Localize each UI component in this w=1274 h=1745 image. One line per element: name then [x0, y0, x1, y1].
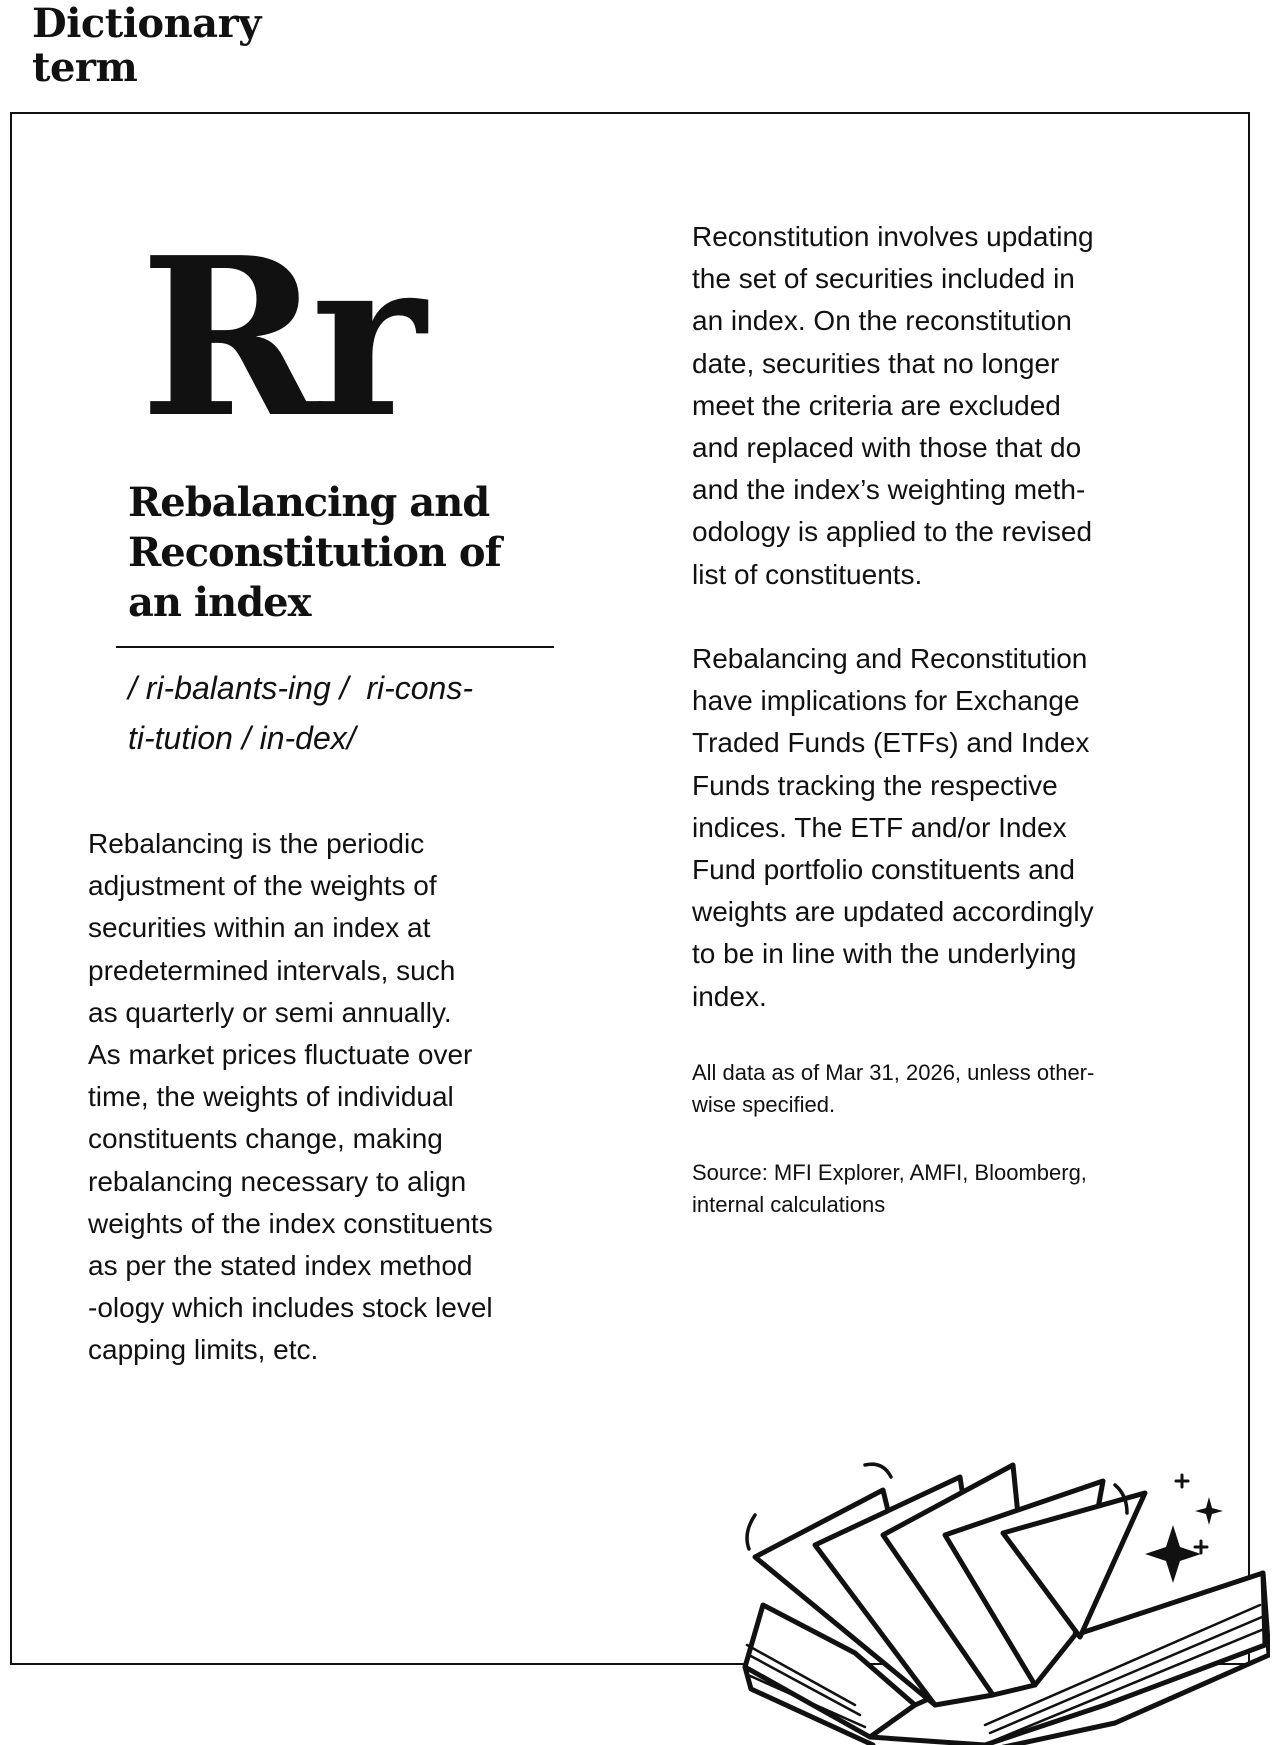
body-line: as quarterly or semi annually. [88, 996, 452, 1028]
body-line: to be in line with the underlying [692, 938, 1077, 970]
body-line: and replaced with those that do [692, 432, 1082, 464]
body-line: capping limits, etc. [88, 1334, 319, 1366]
term-title-line: Rebalancing and [128, 479, 490, 526]
body-line: Rebalancing is the periodic [88, 828, 425, 859]
body-line: Funds tracking the respective [692, 769, 1058, 801]
body-line: As market prices fluctuate over [88, 1039, 473, 1071]
term-title-line: an index [128, 579, 311, 626]
body-line: Reconstitution involves updating [692, 221, 1094, 252]
footnote-line: All data as of Mar 31, 2026, unless other- [692, 1060, 1095, 1085]
header-line-1: Dictionary [32, 0, 261, 47]
body-line: securities within an index at [88, 912, 431, 944]
page-header [32, 2, 261, 90]
etf-implications [692, 638, 1212, 1018]
body-line: adjustment of the weights of [88, 870, 437, 902]
body-line: weights of the index constituents [88, 1207, 493, 1239]
body-line: an index. On the reconstitution [692, 305, 1072, 337]
term-title-line: Reconstitution of [128, 529, 501, 576]
header-line-2: term [32, 44, 138, 91]
body-line: Rebalancing and Reconstitution [692, 643, 1088, 674]
body-line: index. [692, 980, 767, 1012]
body-line: have implications for Exchange [692, 685, 1080, 717]
body-line: meet the criteria are excluded [692, 389, 1061, 421]
pronunciation-line: / ri-balants-ing / ri-cons- [128, 670, 473, 706]
body-line: list of constituents. [692, 558, 923, 590]
body-line: weights are updated accordingly [692, 896, 1094, 928]
open-book-icon [735, 1405, 1270, 1745]
rebalancing-definition [88, 823, 608, 1372]
body-line: Traded Funds (ETFs) and Index [692, 727, 1090, 759]
term-title [128, 478, 568, 628]
source-note [692, 1157, 1212, 1221]
letter-mark: Rr [140, 210, 417, 466]
reconstitution-definition [692, 216, 1212, 596]
body-line: as per the stated index method [88, 1250, 473, 1282]
body-line: predetermined intervals, such [88, 954, 456, 986]
body-line: date, securities that no longer [692, 347, 1060, 379]
footnote-line: wise specified. [692, 1092, 836, 1117]
body-line: constituents change, making [88, 1123, 443, 1155]
body-line: odology is applied to the revised [692, 516, 1093, 548]
source-line: Source: MFI Explorer, AMFI, Bloomberg, [692, 1160, 1087, 1185]
source-line: internal calculations [692, 1192, 886, 1217]
pronunciation-line: ti-tution / in-dex/ [128, 720, 356, 756]
title-divider [116, 646, 554, 648]
body-line: and the index’s weighting meth- [692, 474, 1086, 506]
pronunciation [128, 663, 568, 763]
body-line: time, the weights of individual [88, 1081, 454, 1113]
body-line: the set of securities included in [692, 263, 1075, 295]
body-line: indices. The ETF and/or Index [692, 811, 1067, 843]
body-line: rebalancing necessary to align [88, 1165, 467, 1197]
body-line: Fund portfolio constituents and [692, 854, 1075, 886]
body-line: -ology which includes stock level [88, 1292, 493, 1324]
data-as-of-note [692, 1057, 1212, 1121]
